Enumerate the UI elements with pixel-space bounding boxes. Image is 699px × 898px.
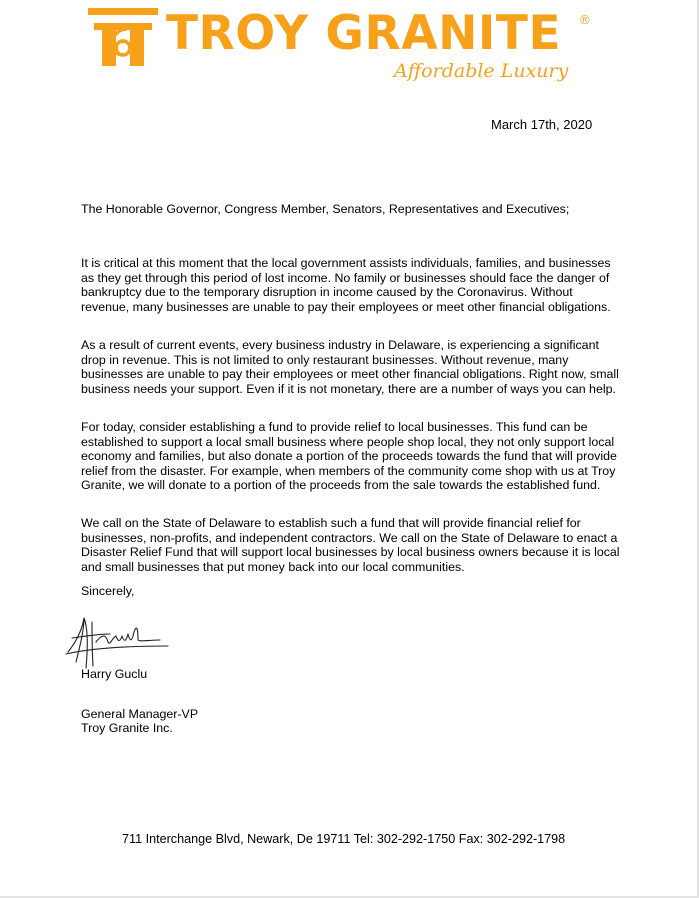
paragraph: For today, consider establishing a fund to provide relief to local businesses. This fund can be established to support a local small business where people shop local, they not only support local economy and families, but also donate a portion of the proceeds towards the fund that will provide relief from the disaster. For example, when members of the community come shop with us at Troy Granite, we will donate to a portion of the proceeds from the sale towards the established fund. (81, 420, 617, 493)
signer-company: Troy Granite Inc. (81, 721, 173, 735)
registered-mark: ® (580, 12, 590, 27)
company-name: TROY GRANITE (166, 6, 562, 61)
paragraph: It is critical at this moment that the local government assists individuals, families, and businesses as they get through this period of lost income. No family or businesses should face the danger of bankruptcy due to the temporary disruption in income caused by the Coronavirus. Without revenue, many businesses are unable to pay their employees or meet other financial obligations. (81, 256, 611, 314)
closing: Sincerely, (81, 584, 135, 598)
signature (62, 612, 174, 670)
letter-date: March 17th, 2020 (491, 117, 593, 132)
footer-contact: 711 Interchange Blvd, Newark, De 19711 Tel: 302-292-1750 Fax: 302-292-1798 (122, 832, 566, 846)
column-spiral-icon (88, 8, 158, 66)
paragraph: As a result of current events, every business industry in Delaware, is experiencing a significant drop in revenue. This is not limited to only restaurant businesses. Without revenue, many businesses are unable to pay their employees or meet other financial obligations. Right now, small business needs your support. Even if it is not monetary, there are a number of ways you can help. (81, 338, 619, 396)
company-logo (88, 6, 598, 90)
company-tagline: Affordable Luxury (394, 60, 569, 82)
signer-title: General Manager-VP (81, 707, 199, 721)
paragraph: We call on the State of Delaware to establish such a fund that will provide financial relief for businesses, non-profits, and independent contractors. We call on the State of Delaware to enact a Disaster Relief Fund that will support local businesses by local business owners because it is local and small businesses that put money back into our local communities. (81, 516, 620, 574)
salutation: The Honorable Governor, Congress Member, Senators, Representatives and Executives; (81, 202, 570, 216)
signer-name: Harry Guclu (81, 667, 148, 681)
